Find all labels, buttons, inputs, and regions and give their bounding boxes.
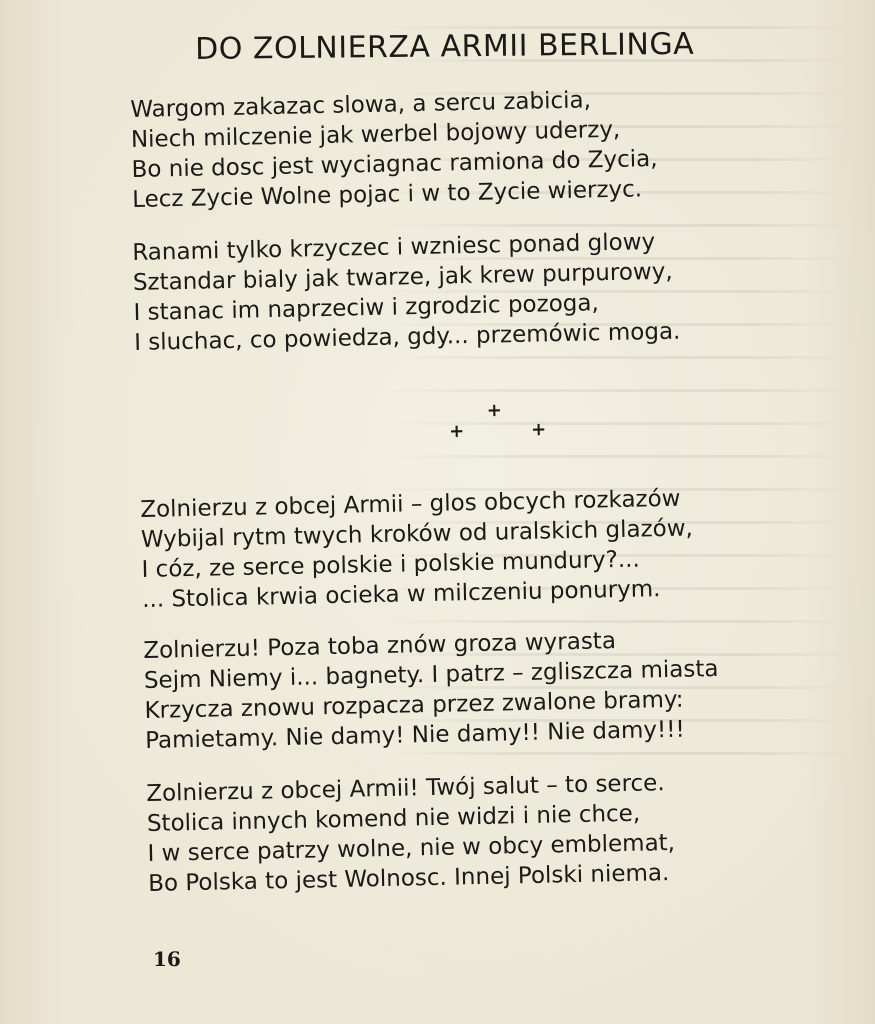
stanza-5 <box>146 768 676 899</box>
stanza-3 <box>140 483 694 615</box>
stanza-2 <box>132 227 681 358</box>
verse-line: I stanac im naprzeciw i zgrodzic pozoga, <box>133 290 600 326</box>
page-number: 16 <box>153 947 181 971</box>
verse-line: Krzycza znowu rozpacza przez zwalone bramy: <box>144 686 684 724</box>
section-ornament <box>445 399 556 445</box>
ornament-cross-left: + <box>448 420 465 443</box>
stanza-4 <box>143 624 720 756</box>
ornament-cross-right: + <box>530 419 547 441</box>
verse-line: Zolnierzu z obcej Armii – glos obcych rozkazów <box>140 485 681 523</box>
verse-line: I w serce patrzy wolne, nie w obcy emblemat, <box>147 829 676 867</box>
verse-line: Sztandar bialy jak twarze, jak krew purpurowy, <box>132 258 673 296</box>
verse-line: Sejm Niemy i... bagnety. I patrz – zgliszcza miasta <box>143 655 719 694</box>
verse-line: Niech milczenie jak werbel bojowy uderzy, <box>130 116 621 153</box>
verse-line: Bo nie dosc jest wyciagnac ramiona do Zycia, <box>131 145 658 183</box>
verse-line: Stolica innych komend nie widzi i nie chce, <box>146 800 641 837</box>
verse-line: I cóz, ze serce polskie i polskie mundury?... <box>141 546 641 583</box>
verse-line: Wybijal rytm twych kroków od uralskich glazów, <box>140 515 694 553</box>
verse-line: Pamietamy. Nie damy! Nie damy!! Nie damy!!! <box>144 716 685 754</box>
verse-line: Lecz Zycie Wolne pojac i w to Zycie wierzyc. <box>131 176 643 213</box>
verse-line: Wargom zakazac slowa, a sercu zabicia, <box>130 87 592 123</box>
verse-line: Zolnierzu! Poza toba znów groza wyrasta <box>143 628 617 664</box>
stanza-1 <box>130 84 658 215</box>
poem-title: DO ZOLNIERZA ARMII BERLINGA <box>195 26 695 67</box>
verse-line: Ranami tylko krzyczec i wzniesc ponad glowy <box>132 229 656 266</box>
verse-line: Zolnierzu z obcej Armii! Twój salut – to serce. <box>146 770 665 807</box>
ornament-cross-top: + <box>486 399 503 422</box>
verse-line: I sluchac, co powiedza, gdy... przemówic moga. <box>133 318 681 356</box>
verse-line: ... Stolica krwia ocieka w milczeniu ponurym. <box>141 576 661 613</box>
verse-line: Bo Polska to jest Wolnosc. Innej Polski niema. <box>147 860 670 897</box>
